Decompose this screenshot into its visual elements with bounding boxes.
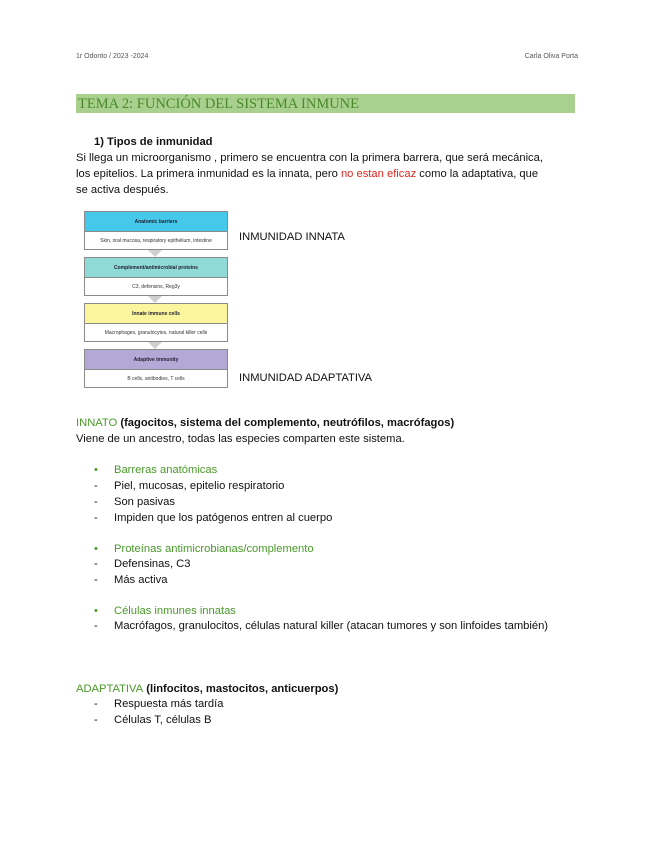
intro-line-1: Si llega un microorganismo , primero se encuentra con la primera barrera, que será mecánica,: [76, 152, 543, 164]
adaptativa-heading: ADAPTATIVA (linfocitos, mastocitos, anticuerpos): [76, 683, 339, 695]
list-item: - Son pasivas: [94, 496, 175, 508]
bullet-icon: •: [94, 464, 98, 476]
label-innate: INMUNIDAD INNATA: [239, 231, 345, 243]
section-heading: 1) Tipos de inmunidad: [94, 136, 213, 148]
diagram-box-desc: Macrophages, granulocytes, natural killer cells: [104, 329, 208, 336]
diagram-box-title: Anatomic barriers: [85, 212, 227, 232]
innato-heading: INNATO (fagocitos, sistema del complemento, neutrófilos, macrófagos): [76, 417, 455, 429]
down-arrow-icon: [148, 250, 162, 257]
intro-line-3: se activa después.: [76, 184, 169, 196]
diagram-box-desc: Skin, oral mucosa, respiratory epithelium, intestine: [100, 237, 212, 244]
group-title-celulas: • Células inmunes innatas: [94, 605, 236, 617]
list-item: - Macrófagos, granulocitos, células natural killer (atacan tumores y son linfoides también): [94, 620, 549, 632]
header-left: 1r Odonto / 2023 -2024: [76, 53, 149, 60]
diagram-box-complement: [84, 257, 228, 296]
highlight-red-text: no estan eficaz: [340, 168, 417, 180]
header-right: Carla Oliva Porta: [524, 53, 578, 60]
diagram-box-desc: B cells, antibodies, T cells: [127, 375, 185, 382]
diagram-box-innate-cells: [84, 303, 228, 342]
innato-desc: Viene de un ancestro, todas las especies comparten este sistema.: [76, 433, 405, 445]
list-item: - Impiden que los patógenos entren al cuerpo: [94, 512, 333, 524]
page-title: TEMA 2: FUNCIÓN DEL SISTEMA INMUNE: [78, 96, 360, 112]
list-item: - Defensinas, C3: [94, 558, 191, 570]
list-item: - Más activa: [94, 574, 168, 586]
group-title-proteinas: • Proteínas antimicrobianas/complemento: [94, 543, 314, 555]
group-title-barreras: • Barreras anatómicas: [94, 464, 218, 476]
diagram-box-title: Adaptive immunity: [85, 350, 227, 370]
diagram-box-anatomic: [84, 211, 228, 250]
diagram-box-desc: C3, defensins, Reg3γ: [132, 283, 180, 290]
intro-line-2: los epitelios. La primera inmunidad es la innata, pero no estan eficaz como la adaptativa, que: [76, 168, 539, 180]
bullet-icon: •: [94, 605, 98, 617]
list-item: - Respuesta más tardía: [94, 698, 224, 710]
diagram-box-adaptive: [84, 349, 228, 388]
down-arrow-icon: [148, 342, 162, 349]
diagram-box-title: Complement/antimicrobial proteins: [85, 258, 227, 278]
down-arrow-icon: [148, 296, 162, 303]
list-item: - Piel, mucosas, epitelio respiratorio: [94, 480, 285, 492]
bullet-icon: •: [94, 543, 98, 555]
list-item: - Células T, células B: [94, 714, 212, 726]
label-adaptive: INMUNIDAD ADAPTATIVA: [239, 372, 373, 384]
diagram-box-title: Innate immune cells: [85, 304, 227, 324]
immunity-diagram: [84, 211, 228, 391]
